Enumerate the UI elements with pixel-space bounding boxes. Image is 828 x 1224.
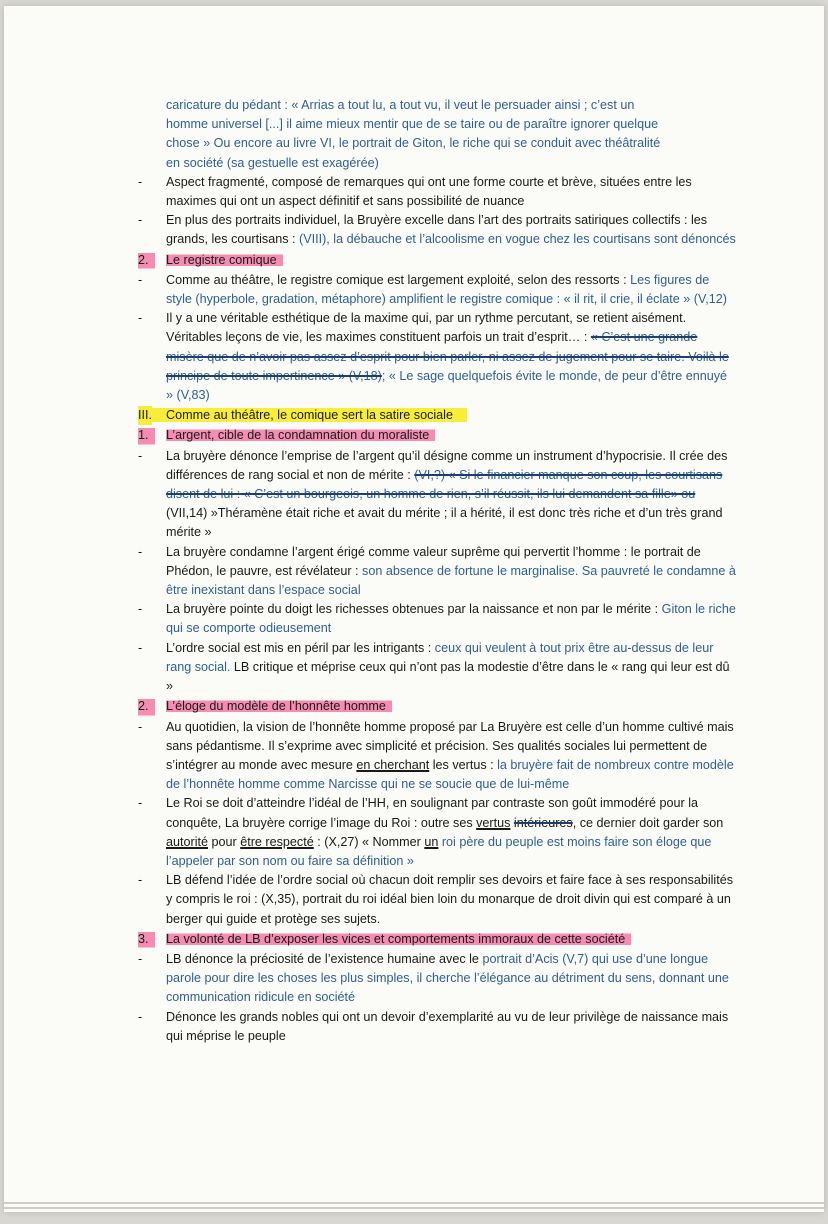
heading-number: 2. bbox=[138, 697, 155, 716]
bullet-text: Au quotidien, la vision de l’honnête homme proposé par La Bruyère est celle d’un homme cultivé mais sans pédantisme. Il s’exprime avec simplicité et précision. Ses qualités sociales lui permettent de s’intégrer au monde avec mesure bbox=[166, 719, 734, 772]
bullet-text: LB défend l’idée de l’ordre social où chacun doit remplir ses devoirs et faire face à ses responsabilités y compris le roi : (X,35), portrait du roi idéal bien loin du monarque de droit divin qui est comparé à un berger qui guide et protège ses sujets. bbox=[166, 873, 734, 926]
bullet-dash: - bbox=[138, 213, 143, 228]
bullet-dash: - bbox=[138, 311, 143, 326]
section-heading bbox=[136, 426, 736, 445]
bullet-text: La bruyère condamne l’argent érigé comme valeur suprême qui pervertit l’homme : le portrait de Phédon, le pauvre, est révélateur : bbox=[166, 544, 701, 578]
bullet-item bbox=[136, 1008, 736, 1046]
bullet-dash: - bbox=[138, 448, 143, 463]
underlined-text: autorité bbox=[166, 834, 209, 849]
bullet-text-blue: Les figures de style (hyperbole, gradation, métaphore) amplifient le registre comique : « il rit, il crie, il éclate » (V,12) bbox=[166, 272, 727, 307]
bullet-item bbox=[136, 950, 736, 1008]
bullet-text-blue: Giton le riche qui se comporte odieusement bbox=[166, 602, 736, 636]
heading-title: Comme au théâtre, le comique sert la satire sociale bbox=[144, 408, 467, 422]
struck-word: intérieures bbox=[513, 815, 573, 830]
bullet-dash: - bbox=[138, 640, 143, 655]
bullet-item bbox=[136, 447, 736, 543]
document-body bbox=[136, 96, 736, 1046]
heading-number: III. bbox=[138, 406, 152, 425]
bullet-text: Aspect fragmenté, composé de remarques qui ont une forme courte et brève, situées entre les maximes qui ont un aspect définitif et sans possibilité de nuance bbox=[166, 174, 692, 209]
intro-block bbox=[136, 96, 736, 173]
bullet-text: La bruyère dénonce l’emprise de l’argent qu’il désigne comme un instrument d’hypocrisie. Il crée des différences de rang social et non de mérite : bbox=[166, 448, 728, 482]
bullet-text: pour bbox=[208, 834, 241, 849]
struck-quote: « C’est une grande misère que de n’avoir pas assez d’esprit pour bien parler, ni assez de jugement pour se taire. Voilà le principe de toute impertinence » (V,18) bbox=[166, 330, 729, 383]
bullet-item bbox=[136, 794, 736, 871]
bullet-text: (VII,14) »Théramène était riche et avait du mérite ; il a hérité, il est donc très riche et d’un très grand mérite » bbox=[166, 506, 723, 540]
section-heading bbox=[136, 697, 736, 716]
bullet-item bbox=[136, 271, 736, 309]
bullet-dash: - bbox=[138, 1009, 143, 1024]
section-heading bbox=[136, 251, 736, 270]
bullet-item bbox=[136, 871, 736, 929]
bullet-dash: - bbox=[138, 544, 143, 559]
bullet-text: les vertus : bbox=[429, 757, 498, 772]
bullet-dash: - bbox=[138, 174, 143, 189]
bullet-text: Le Roi se doit d’atteindre l’idéal de l’HH, en soulignant par contraste son goût immodéré pour la conquête, La bruyère corrige l’image du Roi : outre ses bbox=[166, 796, 699, 830]
bullet-text: La bruyère pointe du doigt les richesses obtenues par la naissance et non par le mérite : bbox=[166, 602, 662, 617]
bullet-text: Dénonce les grands nobles qui ont un devoir d’exemplarité au vu de leur privilège de naissance mais qui méprise le peuple bbox=[166, 1009, 729, 1043]
bullet-text: En plus des portraits individuel, la Bruyère excelle dans l’art des portraits satiriques collectifs : les grands, les courtisans : bbox=[166, 213, 708, 247]
bullet-text: , ce dernier doit garder son bbox=[572, 815, 724, 830]
underlined-text: en cherchant bbox=[356, 757, 430, 772]
underlined-text: être respecté bbox=[240, 834, 314, 849]
bullet-item bbox=[136, 600, 736, 638]
heading-title: L’éloge du modèle de l’honnête homme bbox=[166, 699, 392, 713]
bullet-text: L’ordre social est mis en péril par les intrigants : bbox=[166, 640, 435, 655]
section-heading bbox=[136, 406, 736, 425]
section-heading bbox=[136, 930, 736, 949]
heading-title: L’argent, cible de la condamnation du moraliste bbox=[166, 428, 435, 442]
heading-number: 3. bbox=[138, 930, 155, 949]
underlined-text: un bbox=[424, 834, 439, 849]
intro-line: homme universel [...] il aime mieux mentir que de se taire ou de paraître ignorer quelque bbox=[166, 117, 659, 132]
bullet-dash: - bbox=[138, 873, 143, 888]
bullet-text: Comme au théâtre, le registre comique est largement exploité, selon des ressorts : bbox=[166, 272, 631, 287]
paper-edge bbox=[4, 1207, 824, 1209]
heading-title: Le registre comique bbox=[166, 253, 283, 267]
bullet-text-blue: la bruyère fait de nombreux contre modèle de l’honnête homme comme Narcisse qui ne se soucie que de lui-même bbox=[166, 757, 734, 792]
bullet-text: : (X,27) « Nommer bbox=[313, 834, 425, 849]
bullet-dash: - bbox=[138, 719, 143, 734]
bullet-text: LB critique et méprise ceux qui n’ont pas la modestie d’être dans le « rang qui leur est dû » bbox=[166, 659, 730, 694]
heading-number: 2. bbox=[138, 251, 155, 270]
bullet-text-blue: ceux qui veulent à tout prix être au-dessus de leur rang social. bbox=[166, 640, 714, 674]
bullet-item bbox=[136, 211, 736, 249]
paper-edge bbox=[4, 1202, 824, 1204]
bullet-text-blue: (VIII), la débauche et l’alcoolisme en vogue chez les courtisans sont dénoncés bbox=[299, 232, 736, 247]
bullet-text: LB dénonce la préciosité de l’existence humaine avec le bbox=[166, 951, 483, 966]
underlined-text: vertus bbox=[476, 815, 511, 830]
bullet-dash: - bbox=[138, 796, 143, 811]
bullet-item bbox=[136, 543, 736, 601]
heading-title: La volonté de LB d’exposer les vices et comportements immoraux de cette société bbox=[166, 932, 631, 946]
intro-line: en société (sa gestuelle est exagérée) bbox=[166, 155, 379, 170]
bullet-text-blue: portrait d’Acis (V,7) qui use d’une longue parole pour dire les choses les plus simples, il cherche l’élégance au détriment du sens, donnant une communication ridicule en société bbox=[166, 951, 729, 1005]
bullet-text: Il y a une véritable esthétique de la maxime qui, par un rythme percutant, se retient aisément. Véritables leçons de vie, les maximes constituent parfois un trait d’esprit… : bbox=[166, 311, 687, 345]
struck-quote: (VI,?) « Si le financier manque son coup, les courtisans disent de lui : « C’est un bourgeois, un homme de rien, s’il réussit, ils lui demandent sa fille» ou bbox=[166, 467, 723, 502]
bullet-dash: - bbox=[138, 951, 143, 966]
bullet-dash: - bbox=[138, 272, 143, 287]
intro-line: caricature du pédant : « Arrias a tout lu, a tout vu, il veut le persuader ainsi ; c’est un bbox=[166, 98, 635, 112]
intro-line: chose » Ou encore au livre VI, le portrait de Giton, le riche qui se conduit avec théâtralité bbox=[166, 136, 661, 151]
bullet-text-blue: roi père du peuple est moins faire son éloge que l’appeler par son nom ou faire sa définition » bbox=[166, 834, 712, 868]
bullet-text-blue: son absence de fortune le marginalise. Sa pauvreté le condamne à être inexistant dans l’espace social bbox=[166, 563, 736, 598]
bullet-item bbox=[136, 173, 736, 211]
heading-number: 1. bbox=[138, 426, 155, 445]
bullet-item bbox=[136, 639, 736, 697]
bullet-text-blue: ; « Le sage quelquefois évite le monde, de peur d’être ennuyé » (V,83) bbox=[166, 368, 728, 403]
bullet-dash: - bbox=[138, 602, 143, 617]
bullet-item bbox=[136, 718, 736, 795]
bullet-item bbox=[136, 309, 736, 405]
